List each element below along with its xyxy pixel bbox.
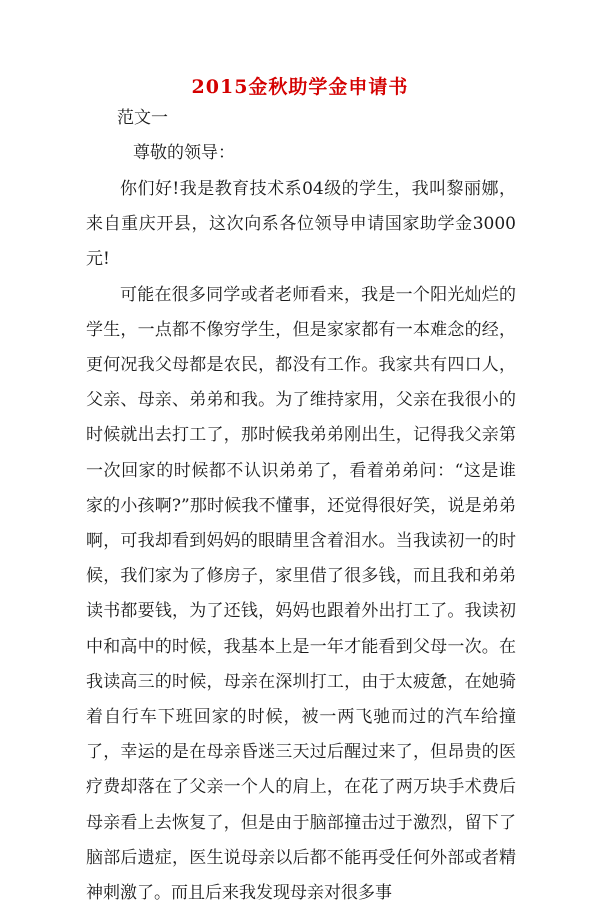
salutation: 尊敬的领导： — [133, 143, 235, 163]
paragraph: 你们好!我是教育技术系04级的学生，我叫黎丽娜，来自重庆开县，这次向系各位领导申请国家助学金3000元! — [86, 179, 516, 270]
sample-label: 范文一 — [117, 108, 168, 128]
paragraph: 可能在很多同学或者老师看来，我是一个阳光灿烂的学生，一点都不像穷学生，但是家家都有一本难念的经，更何况我父母都是农民，都没有工作。我家共有四口人，父亲、母亲、弟弟和我。为了维持家用，父亲在我很小的时候就出去打工了，那时候我弟弟刚出生，记得我父亲第一次回家的时候都不认识弟弟了，看着弟弟问：“这是谁家的小孩啊?”那时候我不懂事，还觉得很好笑，说是弟弟啊，可我却看到妈妈的眼睛里含着泪水。当我读初一的时候，我们家为了修房子，家里借了很多钱，而且我和弟弟读书都要钱，为了还钱，妈妈也跟着外出打工了。我读初中和高中的时候，我基本上是一年才能看到父母一次。在我读高三的时候，母亲在深圳打工，由于太疲惫，在她骑着自行车下班回家的时候，被一两飞驰而过的汽车给撞了，幸运的是在母亲昏迷三天过后醒过来了，但昂贵的医疗费却落在了父亲一个人的肩上，在花了两万块手术费后母亲看上去恢复了，但是由于脑部撞击过于激烈，留下了脑部后遗症，医生说母亲以后都不能再受任何外部或者精神刺激了。而且后来我发现母亲对很多事 — [86, 284, 516, 904]
body-text — [86, 172, 516, 911]
document-title: 2015金秋助学金申请书 — [191, 76, 409, 98]
